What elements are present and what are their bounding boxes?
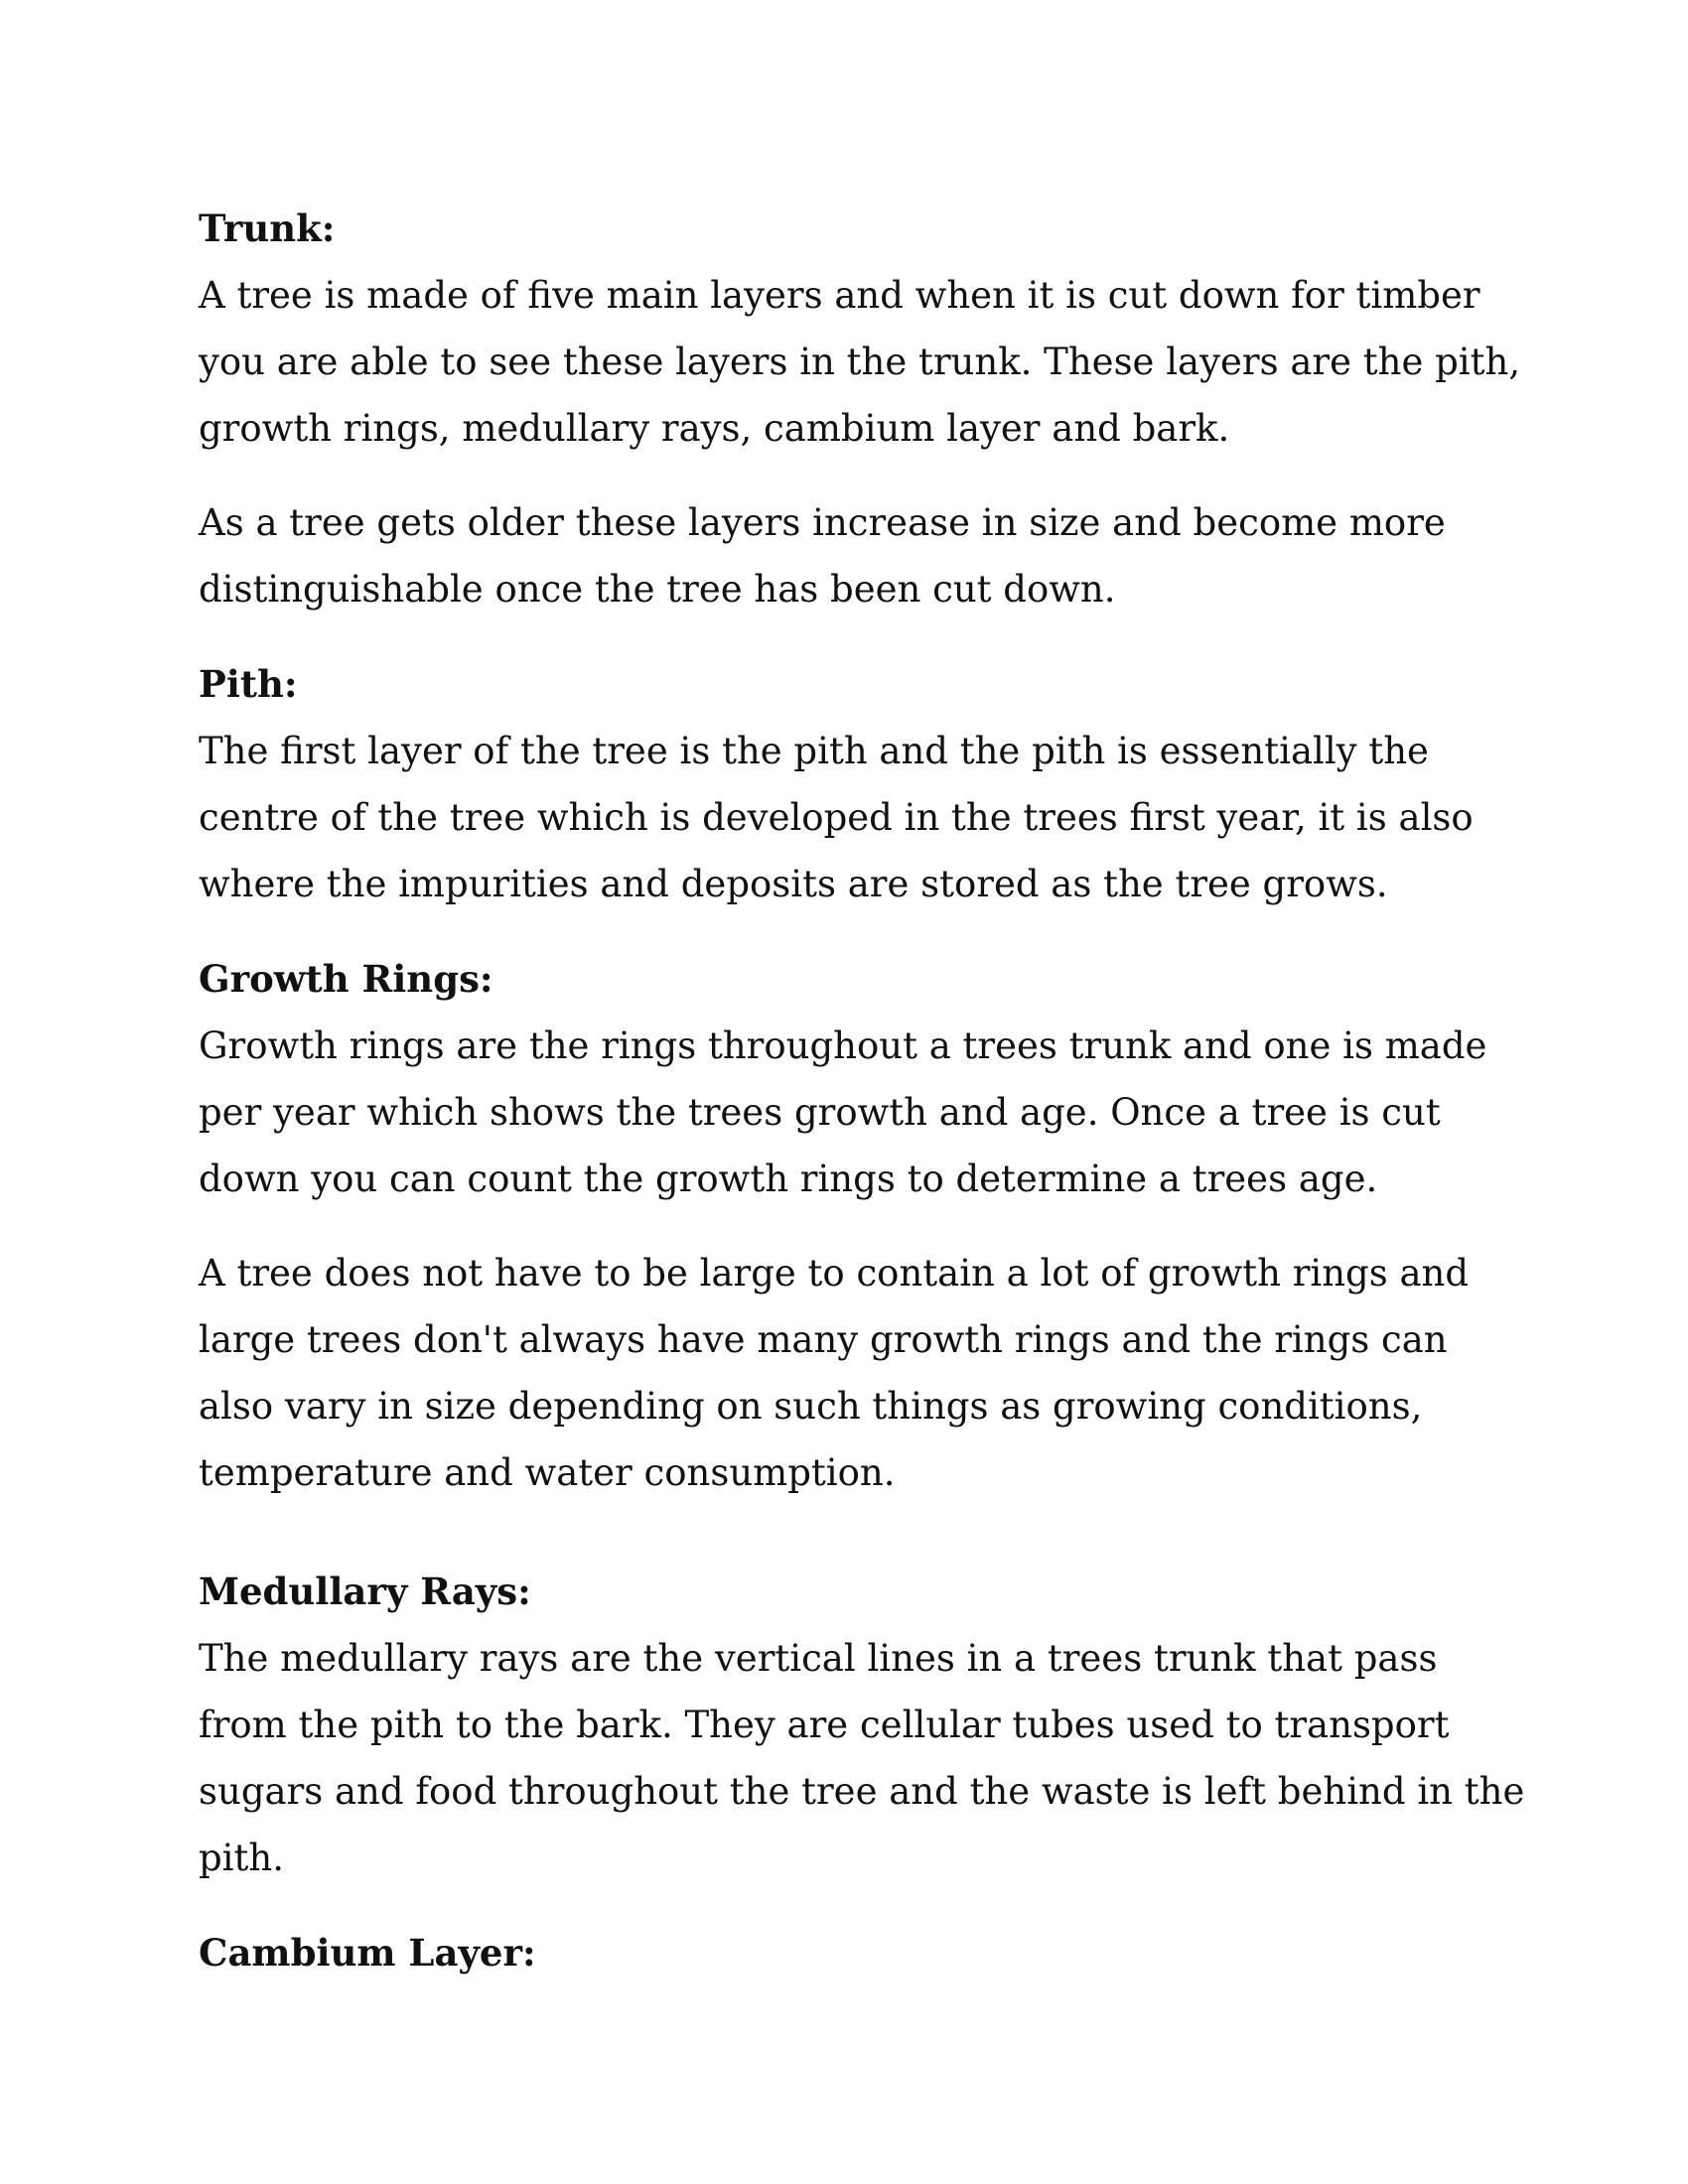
spacer xyxy=(199,622,1529,650)
spacer xyxy=(199,1506,1529,1558)
heading-cambium-layer: Cambium Layer: xyxy=(199,1931,536,1975)
spacer xyxy=(199,917,1529,945)
spacer xyxy=(199,462,1529,489)
pith-paragraph-1: The first layer of the tree is the pith and the pith is essentially the centre of the tree which is developed in the trees first year, it is also where the impurities and deposits are stored as the tree grows. xyxy=(199,730,1474,905)
heading-medullary-rays: Medullary Rays: xyxy=(199,1570,531,1613)
heading-trunk: Trunk: xyxy=(199,206,336,250)
medullary-rays-paragraph-1: The medullary rays are the vertical lines in a trees trunk that pass from the pith to the bark. They are cellular tubes used to transport sugars and food throughout the tree and the waste is left behind in the pith. xyxy=(199,1637,1525,1879)
growth-rings-paragraph-1: Growth rings are the rings throughout a trees trunk and one is made per year which shows the trees growth and age. Once a tree is cut down you can count the growth rings to determine a trees age. xyxy=(199,1024,1487,1200)
spacer xyxy=(199,1891,1529,1919)
heading-growth-rings: Growth Rings: xyxy=(199,957,493,1001)
document-body xyxy=(199,195,1529,1986)
spacer xyxy=(199,1212,1529,1240)
trunk-paragraph-1: A tree is made of five main layers and when it is cut down for timber you are able to see these layers in the trunk. These layers are the pith, growth rings, medullary rays, cambium layer and bark. xyxy=(199,274,1521,450)
growth-rings-paragraph-2: A tree does not have to be large to contain a lot of growth rings and large trees don't always have many growth rings and the rings can also vary in size depending on such things as growing conditions, temperature and water consumption. xyxy=(199,1252,1470,1494)
heading-pith: Pith: xyxy=(199,662,298,706)
trunk-paragraph-2: As a tree gets older these layers increase in size and become more distinguishable once the tree has been cut down. xyxy=(199,501,1446,611)
